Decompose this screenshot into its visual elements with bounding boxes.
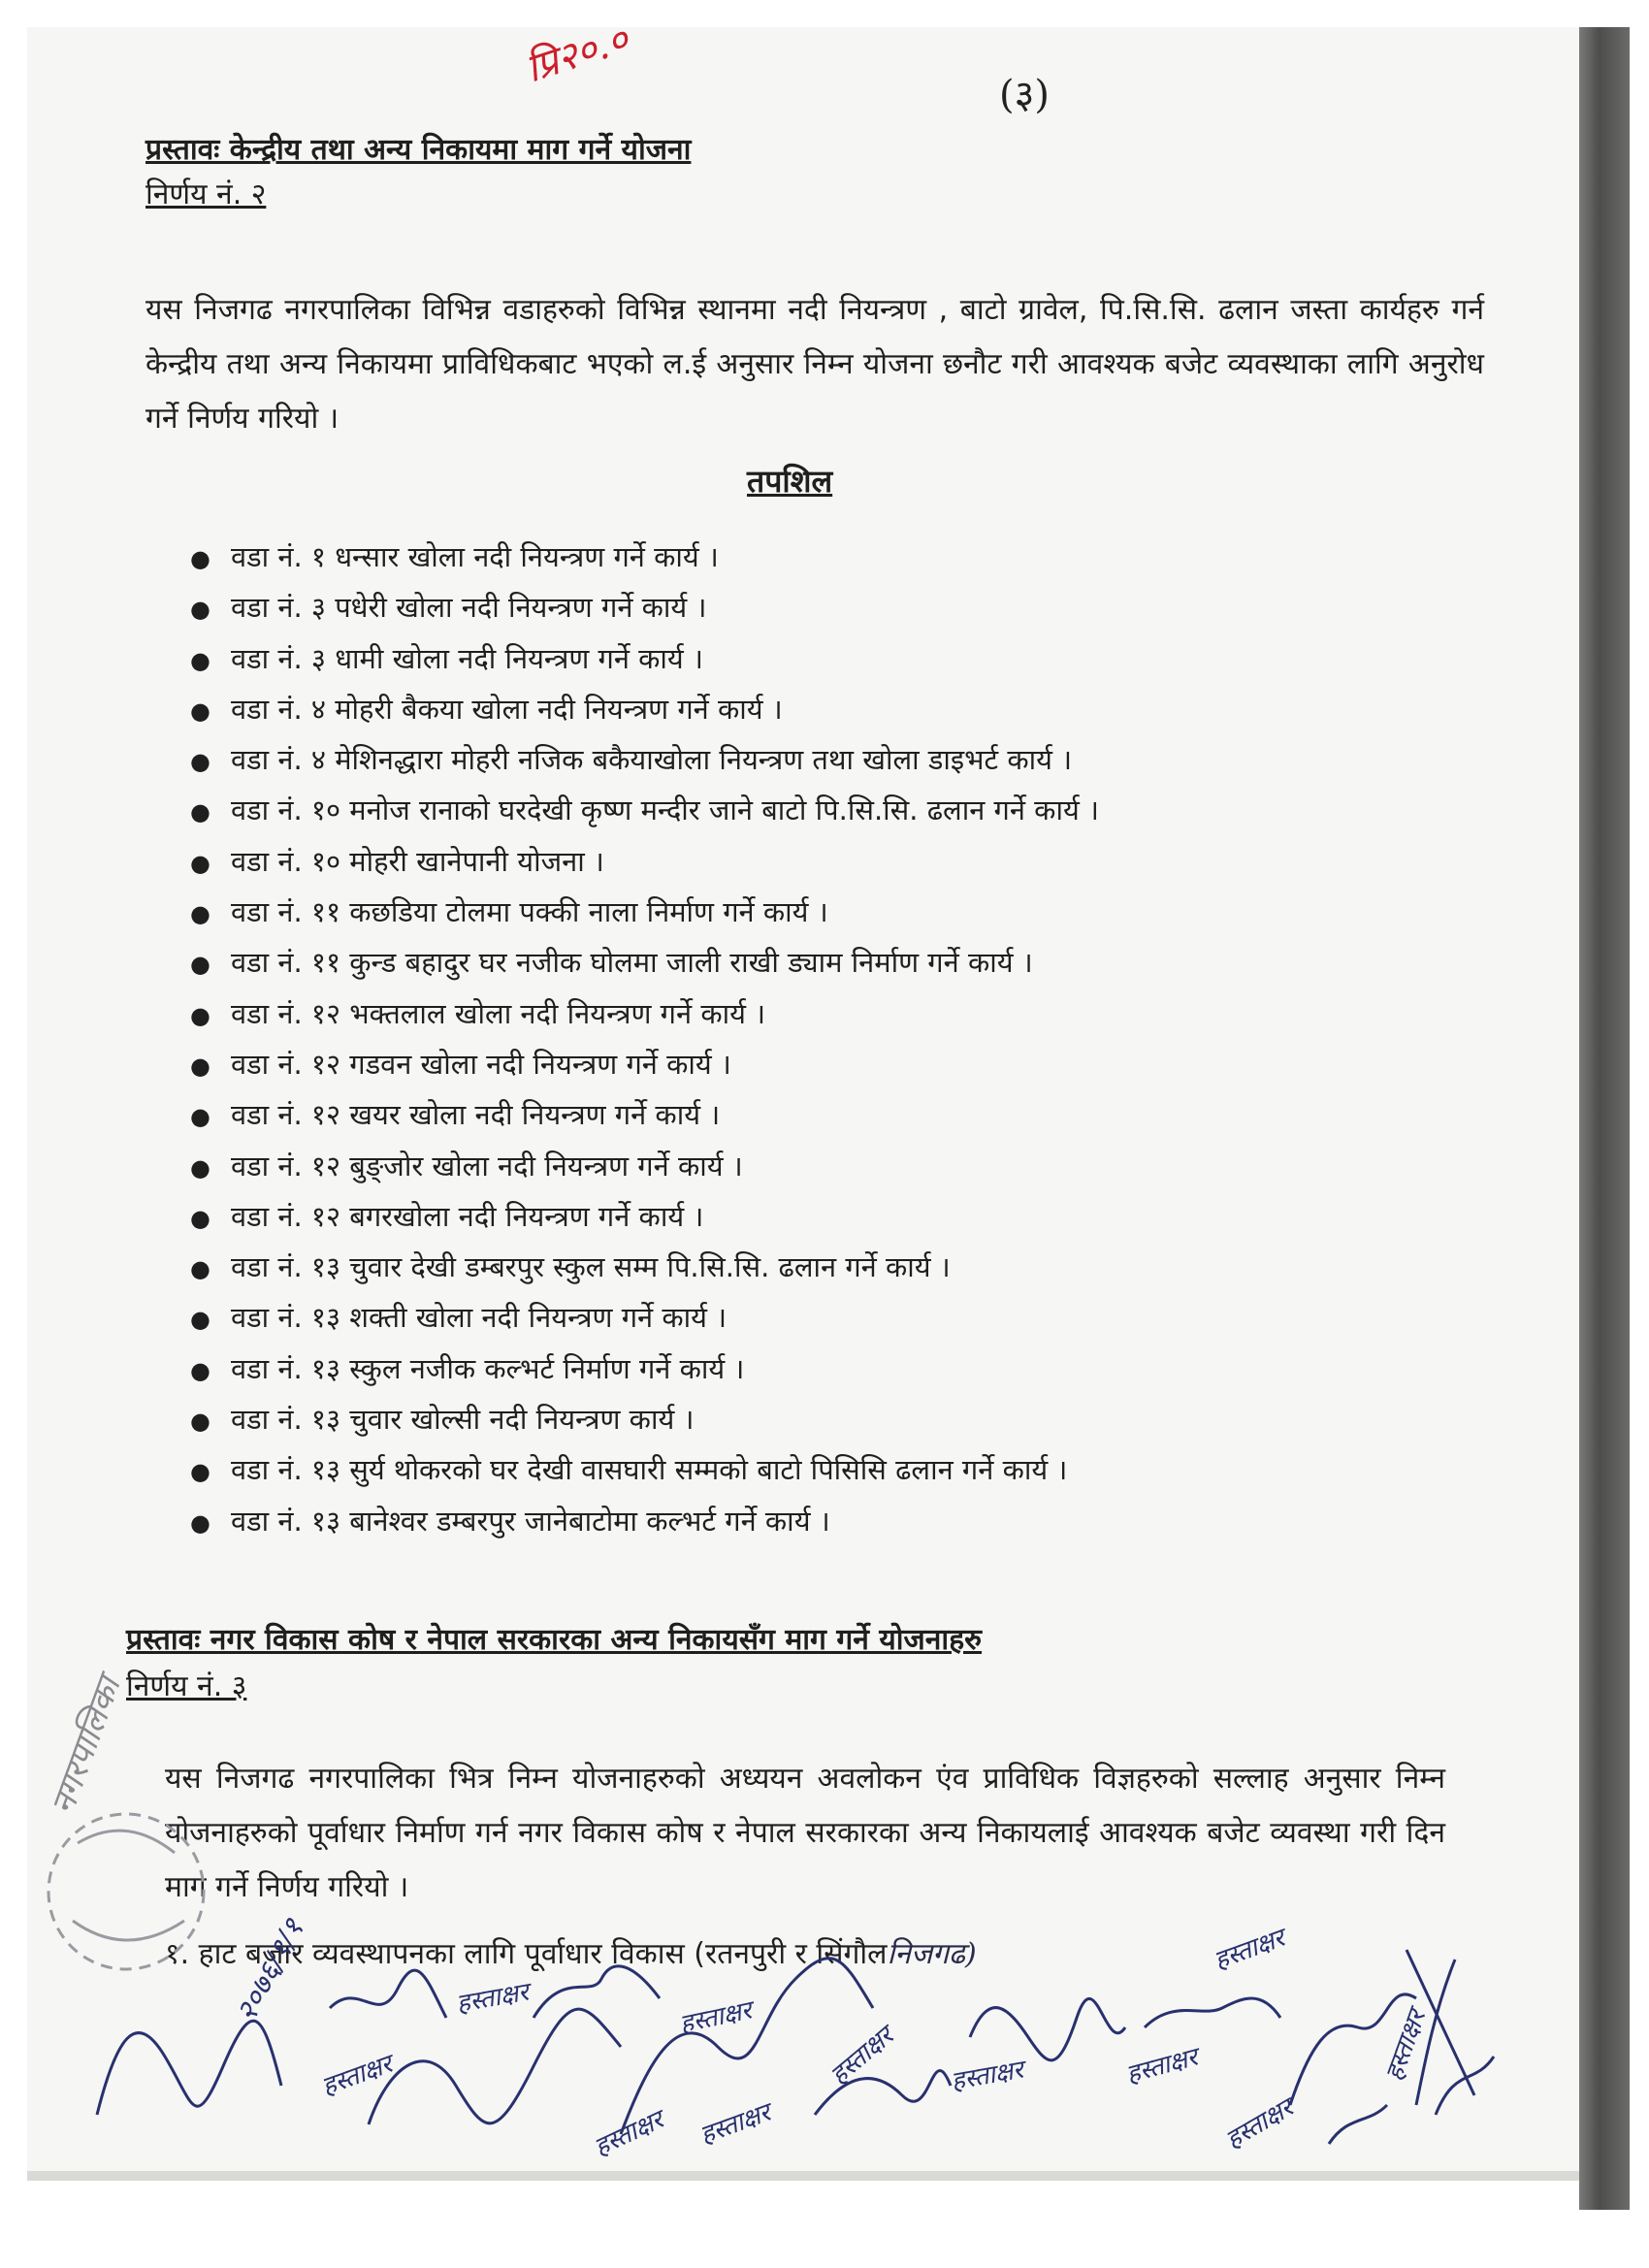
bullet-icon: ● [190,951,210,979]
list-item: ● वडा नं. १३ चुवार देखी डम्बरपुर स्कुल सम्म पि.सि.सि. ढलान गर्ने कार्य । [190,1242,1099,1292]
bullet-icon: ● [190,1255,210,1283]
list-item: ● वडा नं. ११ कुन्ड बहादुर घर नजीक घोलमा जाली राखी ड्याम निर्माण गर्ने कार्य । [190,937,1099,988]
list-item: ● वडा नं. १० मनोज रानाको घरदेखी कृष्ण मन्दीर जाने बाटो पि.सि.सि. ढलान गर्ने कार्य । [190,785,1099,835]
bullet-icon: ● [190,697,210,725]
list-item: ● वडा नं. १२ खयर खोला नदी नियन्त्रण गर्ने कार्य । [190,1089,1099,1140]
list-item: ● वडा नं. १० मोहरी खानेपानी योजना । [190,836,1099,887]
proposal-1-title: प्रस्तावः केन्द्रीय तथा अन्य निकायमा माग गर्ने योजना [146,133,692,167]
list-item: ● वडा नं. १३ चुवार खोल्सी नदी नियन्त्रण कार्य । [190,1394,1099,1444]
signature-9: हस्ताक्षर [1122,2042,1201,2090]
decision-2-label: निर्णय नं. २ [146,178,267,211]
bullet-icon: ● [190,1001,210,1029]
bullet-icon: ● [190,1408,210,1436]
proposal-2-title: प्रस्तावः नगर विकास कोष र नेपाल सरकारका अन्य निकायसँग माग गर्ने योजनाहरु [126,1623,983,1657]
signature-2: हस्ताक्षर [317,2049,397,2102]
red-handwritten-note: प्रि२०.० [520,16,634,92]
decision-2-body: यस निजगढ नगरपालिका विभिन्न वडाहरुको विभिन्न स्थानमा नदी नियन्त्रण , बाटो ग्रावेल, पि.सि.सि. ढलान जस्ता कार्यहरु गर्न केन्द्रीय तथा अन्य निकायमा प्राविधिकबाट भएको ल.ई अनुसार निम्न योजना छनौट गरी आवश्यक बजेट व्यवस्थाका लागि अनुरोध गर्ने निर्णय गरियो । [146,293,1484,436]
list-item: ● वडा नं. १३ सुर्य थोकरको घर देखी वासघारी सम्मको बाटो पिसिसि ढलान गर्ने कार्य । [190,1444,1099,1495]
bullet-icon: ● [190,748,210,776]
scan-bottom-edge [27,2171,1579,2181]
plan-item-1: १. हाट बजार व्यवस्थापनका लागि पूर्वाधार विकास (रतनपुरी र सिंगौलनिजगढ) [165,1937,977,1971]
list-item: ● वडा नं. ४ मोहरी बैकया खोला नदी नियन्त्रण गर्ने कार्य । [190,684,1099,734]
signature-3: हस्ताक्षर [454,1977,532,2020]
list-item: ● वडा नं. १२ बगरखोला नदी नियन्त्रण गर्ने कार्य । [190,1191,1099,1242]
bullet-icon: ● [190,1508,210,1537]
signature-5: हस्ताक्षर [677,1995,755,2040]
bullet-icon: ● [190,798,210,826]
list-item: ● वडा नं. १२ गडवन खोला नदी नियन्त्रण गर्ने कार्य । [190,1039,1099,1089]
decision-3-body: यस निजगढ नगरपालिका भित्र निम्न योजनाहरुको अध्ययन अवलोकन एंव प्राविधिक विज्ञहरुको सल्लाह अनुसार निम्न योजनाहरुको पूर्वाधार निर्माण गर्न नगर विकास कोष र नेपाल सरकारका अन्य निकायलाई आवश्यक बजेट व्यवस्था गरी दिन माग गर्ने निर्णय गरियो । [165,1762,1445,1904]
list-item: ● वडा नं. १२ बुङ्जोर खोला नदी नियन्त्रण गर्ने कार्य । [190,1141,1099,1191]
office-stamp: नगरपालिका [43,1671,129,1820]
list-item: ● वडा नं. ४ मेशिनद्धारा मोहरी नजिक बकैयाखोला नियन्त्रण तथा खोला डाइभर्ट कार्य । [190,734,1099,785]
signatures-scribbles [78,1921,1533,2163]
bullet-icon: ● [190,900,210,928]
bullet-icon: ● [190,1052,210,1080]
list-item: ● वडा नं. ३ धामी खोला नदी नियन्त्रण गर्ने कार्य । [190,633,1099,684]
decision-3-label: निर्णय नं. ३ [126,1669,247,1703]
list-item: ● वडा नं. १२ भक्तलाल खोला नदी नियन्त्रण गर्ने कार्य । [190,988,1099,1039]
list-item: ● वडा नं. १३ स्कुल नजीक कल्भर्ट निर्माण गर्ने कार्य । [190,1344,1099,1394]
bullet-icon: ● [190,1306,210,1334]
signature-4: हस्ताक्षर [590,2105,668,2163]
bullet-icon: ● [190,849,210,877]
signature-7: हस्ताक्षर [824,2022,899,2091]
bullet-icon: ● [190,596,210,624]
signature-1: २०७६/१/१ [229,1913,311,2027]
project-list [190,532,1099,1546]
bullet-icon: ● [190,1356,210,1384]
handwritten-insert: निजगढ) [887,1937,977,1971]
bullet-icon: ● [190,545,210,572]
list-item: ● वडा नं. १३ बानेश्वर डम्बरपुर जानेबाटोमा कल्भर्ट गर्ने कार्य । [190,1496,1099,1546]
list-item: ● वडा नं. १ धन्सार खोला नदी नियन्त्रण गर्ने कार्य । [190,532,1099,582]
list-item: ● वडा नं. १३ शक्ती खोला नदी नियन्त्रण गर्ने कार्य । [190,1292,1099,1343]
list-item: ● वडा नं. ३ पधेरी खोला नदी नियन्त्रण गर्ने कार्य । [190,582,1099,632]
bullet-icon: ● [190,1103,210,1131]
signature-12: हस्ताक्षर [1379,2006,1433,2085]
list-item: ● वडा नं. ११ कछडिया टोलमा पक्की नाला निर्माण गर्ने कार्य । [190,887,1099,937]
signature-10: हस्ताक्षर [1220,2093,1299,2155]
bullet-icon: ● [190,646,210,674]
signature-6: हस्ताक्षर [695,2097,775,2151]
signature-8: हस्ताक्षर [949,2055,1026,2097]
details-heading: तपशिल [747,463,833,500]
bullet-icon: ● [190,1153,210,1182]
scan-binding-edge [1579,27,1630,2210]
bullet-icon: ● [190,1204,210,1232]
page-number: (३) [999,73,1051,117]
bullet-icon: ● [190,1458,210,1486]
signature-11: हस्ताक्षर [1210,1923,1289,1976]
